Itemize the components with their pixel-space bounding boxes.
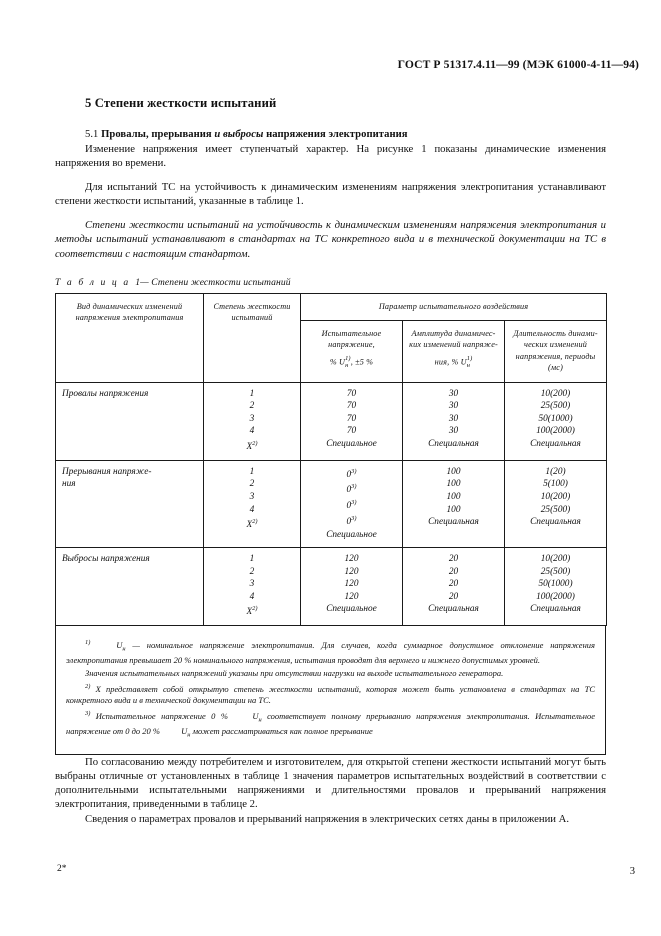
paragraph-2: Для испытаний ТС на устойчивость к динамическим изменениям напряжения электропитания устанавливают степени жесткости испытаний, указанные в таблице 1. xyxy=(55,181,606,208)
severity-stack-surges xyxy=(210,553,294,619)
severity-value-open xyxy=(210,438,294,454)
duration-value: 5(100) xyxy=(543,479,568,490)
table-caption-label: Т а б л и ц а xyxy=(55,276,131,288)
subsection-text-italic: и выбросы xyxy=(214,129,264,140)
test-voltage-value: 70 xyxy=(346,413,357,424)
severity-value: 2 xyxy=(249,479,255,490)
duration-value: 100(2000) xyxy=(536,591,575,602)
test-voltage-value: 120 xyxy=(344,591,359,602)
u-sup-sub xyxy=(345,356,351,369)
u-nominal-symbol xyxy=(339,356,351,369)
cell-duration-dips xyxy=(505,382,607,460)
amplitude-stack-interruptions xyxy=(409,466,498,529)
th-duration-line2: ческих изменений xyxy=(524,340,587,350)
th-amplitude-line3 xyxy=(407,356,500,369)
cell-amplitude-interruptions xyxy=(403,460,505,547)
cell-amplitude-surges xyxy=(403,548,505,626)
footnote-1-marker: 1) xyxy=(85,639,91,647)
severity-value: 2 xyxy=(249,566,255,577)
amplitude-value: 100 xyxy=(446,466,461,477)
amplitude-value: 30 xyxy=(448,413,459,424)
closing-paragraph-2: Сведения о параметрах провалов и прерываний напряжения в электрических сетях даны в приложении А. xyxy=(85,813,570,825)
test-voltage-value xyxy=(307,497,396,513)
cell-severity-dips xyxy=(204,382,301,460)
th-amplitude-line2: ких изменений напряже- xyxy=(409,340,498,350)
footnote-4-text-part3: может рассматриваться как полное прерывание xyxy=(190,726,373,737)
severity-value: 3 xyxy=(249,579,255,590)
amplitude-value: 20 xyxy=(448,579,459,590)
amplitude-value-special: Специальная xyxy=(428,439,479,450)
duration-value: 25(500) xyxy=(540,566,571,577)
th-duration-line1: Длительность динами- xyxy=(513,329,598,339)
severity-x-footnote: 2) xyxy=(252,605,258,613)
test-voltage-value: 70 xyxy=(346,401,357,412)
zero-footnote: 3) xyxy=(351,499,357,507)
zero-footnote: 3) xyxy=(351,514,357,522)
duration-value-special: Специальная xyxy=(530,604,581,615)
test-voltage-stack-surges xyxy=(307,553,396,616)
table-row xyxy=(56,382,607,460)
table-caption xyxy=(55,277,606,288)
severity-x-footnote: 2) xyxy=(252,518,258,526)
cell-duration-surges xyxy=(505,548,607,626)
amplitude-value: 100 xyxy=(446,504,461,515)
duration-value: 100(2000) xyxy=(536,426,575,437)
u-letter-fn4a: U xyxy=(252,710,259,721)
test-voltage-value: 70 xyxy=(346,426,357,437)
cell-kind-voltage-dips: Провалы напряжения xyxy=(56,382,204,460)
severity-value: 4 xyxy=(249,426,255,437)
severity-stack-dips xyxy=(210,388,294,454)
cell-test-voltage-interruptions xyxy=(301,460,403,547)
th-parameter-group: Параметр испытательного воздействия xyxy=(301,293,607,320)
footnote-3 xyxy=(66,681,595,707)
amplitude-value-special: Специальная xyxy=(428,604,479,615)
amplitude-stack-surges xyxy=(409,553,498,616)
test-voltage-value xyxy=(307,466,396,482)
u-nominal-symbol-2 xyxy=(461,356,473,369)
amplitude-value: 30 xyxy=(448,401,459,412)
th-test-voltage-suffix: , ±5 % xyxy=(350,357,374,367)
subsection-number: 5.1 xyxy=(85,129,99,140)
duration-value: 10(200) xyxy=(540,554,571,565)
page-number: 3 xyxy=(629,866,635,877)
amplitude-stack-dips xyxy=(409,388,498,451)
table-caption-number: 1 xyxy=(135,276,141,288)
footnote-3-marker: 2) xyxy=(85,682,91,690)
severity-stack-interruptions xyxy=(210,466,294,532)
th-test-voltage-prefix: % xyxy=(329,357,339,367)
zero-value: 0 xyxy=(346,469,352,480)
th-duration-line3: напряжения, периоды xyxy=(515,351,596,361)
cell-test-voltage-dips xyxy=(301,382,403,460)
zero-footnote: 3) xyxy=(351,483,357,491)
u-sub-fn4b: н xyxy=(187,731,191,739)
amplitude-value: 20 xyxy=(448,554,459,565)
footnote-3-text: X представляет собой открытую степень жесткости испытаний, которая может быть установлена в стандартах на ТС конкретного вида и в технической документации на ТС. xyxy=(66,683,595,706)
test-voltage-stack-interruptions xyxy=(307,466,396,541)
footnote-1 xyxy=(66,637,595,667)
subsection-text-part2: напряжения электропитания xyxy=(263,129,408,140)
u-sup-2: 1) xyxy=(466,354,473,362)
th-amplitude-prefix: ния, % xyxy=(434,357,461,367)
cell-duration-interruptions xyxy=(505,460,607,547)
cell-kind-interruptions xyxy=(56,460,204,547)
amplitude-value: 20 xyxy=(448,566,459,577)
u-sub-fn4a: н xyxy=(258,716,262,724)
u-nominal-footnote-a xyxy=(233,711,261,726)
u-sup: 1) xyxy=(345,354,351,362)
duration-value-special: Специальная xyxy=(530,517,581,528)
table-footnotes xyxy=(55,626,606,754)
duration-value: 50(1000) xyxy=(538,413,573,424)
severity-value-open xyxy=(210,516,294,532)
zero-value: 0 xyxy=(346,501,352,512)
table-body xyxy=(56,382,607,625)
test-voltage-value xyxy=(307,513,396,529)
severity-value: 4 xyxy=(249,591,255,602)
duration-value: 10(200) xyxy=(540,388,571,399)
duration-value: 50(1000) xyxy=(538,579,573,590)
amplitude-value: 30 xyxy=(448,388,459,399)
table-header-row-1 xyxy=(56,293,607,320)
duration-stack-surges xyxy=(511,553,600,616)
amplitude-value: 100 xyxy=(446,491,461,502)
duration-value: 10(200) xyxy=(540,491,571,502)
amplitude-value: 30 xyxy=(448,426,459,437)
severity-x-footnote: 2) xyxy=(252,440,258,448)
footnote-4-text-part1: Испытательное напряжение 0 % xyxy=(90,710,234,721)
th-test-voltage-line3 xyxy=(305,356,398,369)
paragraph-3: Степени жесткости испытаний на устойчивость к динамическим изменениям напряжения электропитания и методы испытаний устанавливают в стандартах на ТС конкретного вида и в технической документации на ТС в соответствии с настоящим стандартом. xyxy=(55,219,606,260)
test-voltage-value-special: Специальное xyxy=(326,529,377,540)
th-duration xyxy=(505,321,607,383)
duration-value: 1(20) xyxy=(545,466,566,477)
u-letter-fn1: U xyxy=(116,639,123,650)
severity-value-open xyxy=(210,603,294,619)
page-title: 5 Степени жесткости испытаний xyxy=(85,96,277,110)
th-duration-line4: (мс) xyxy=(548,363,563,373)
severity-x: X xyxy=(246,520,253,531)
duration-value-special: Специальная xyxy=(530,439,581,450)
amplitude-value: 20 xyxy=(448,591,459,602)
table-row xyxy=(56,548,607,626)
zero-footnote: 3) xyxy=(351,467,357,475)
u-sub-2: н xyxy=(466,361,471,369)
test-voltage-value xyxy=(307,481,396,497)
test-voltage-value-special: Специальное xyxy=(326,604,377,615)
zero-value: 0 xyxy=(346,516,352,527)
test-voltage-stack-dips xyxy=(307,388,396,451)
severity-x: X xyxy=(246,442,253,453)
severity-value: 1 xyxy=(249,466,255,477)
table-caption-title: — Степени жесткости испытаний xyxy=(140,276,291,288)
th-test-voltage-line2: напряжение, xyxy=(328,340,375,350)
footnote-1-text: — номинальное напряжение электропитания. Для случаев, когда суммарное допустимое отклонение напряжения электропитания превышает 20 % номинального напряжения, испытания проводят для верхнего и нижнего допустимых уровней. xyxy=(66,639,595,666)
footer-left-mark: 2* xyxy=(57,864,67,874)
table-row xyxy=(56,460,607,547)
th-test-voltage-line1: Испытательное xyxy=(321,329,382,339)
u-nominal-footnote xyxy=(97,640,125,655)
footnote-4-text-part2: соответствует полному прерыванию напряжения электропитания. Испытательное напряжение от 0 до 20 % xyxy=(66,710,595,737)
duration-stack-interruptions xyxy=(511,466,600,529)
u-nominal-footnote-b xyxy=(162,726,190,741)
severity-value: 4 xyxy=(249,504,255,515)
amplitude-value-special: Специальная xyxy=(428,517,479,528)
th-kind: Вид динамических изменений напряжения электропитания xyxy=(56,293,204,382)
duration-value: 25(500) xyxy=(540,401,571,412)
th-severity: Степень жесткости испытаний xyxy=(204,293,301,382)
th-test-voltage xyxy=(301,321,403,383)
th-amplitude-line1: Амплитуда динамичес- xyxy=(411,329,496,339)
u-letter-2: U xyxy=(460,357,467,367)
severity-value: 3 xyxy=(249,413,255,424)
cell-kind-surges: Выбросы напряжения xyxy=(56,548,204,626)
footnote-4-marker: 3) xyxy=(85,710,91,718)
severity-levels-table xyxy=(55,293,607,627)
u-sub: н xyxy=(345,361,349,369)
severity-value: 2 xyxy=(249,401,255,412)
zero-value: 0 xyxy=(346,485,352,496)
page-content xyxy=(55,96,606,827)
u-sup-sub-2 xyxy=(467,356,473,369)
footnote-4 xyxy=(66,708,595,742)
table-head xyxy=(56,293,607,382)
kind-line-2: ния xyxy=(62,479,76,490)
u-letter: U xyxy=(339,357,346,367)
test-voltage-value: 120 xyxy=(344,554,359,565)
u-letter-fn4b: U xyxy=(181,726,188,737)
severity-value: 1 xyxy=(249,388,255,399)
duration-value: 25(500) xyxy=(540,504,571,515)
running-header: ГОСТ Р 51317.4.11—99 (МЭК 61000-4-11—94) xyxy=(397,58,639,71)
test-voltage-value: 120 xyxy=(344,566,359,577)
footnote-2: Значения испытательных напряжений указаны при отсутствии нагрузки на выходе испытательного генератора. xyxy=(85,668,504,679)
kind-line-1: Прерывания напряже- xyxy=(62,466,152,477)
severity-value: 1 xyxy=(249,554,255,565)
cell-severity-surges xyxy=(204,548,301,626)
test-voltage-value: 120 xyxy=(344,579,359,590)
test-voltage-value: 70 xyxy=(346,388,357,399)
closing-paragraph-1: По согласованию между потребителем и изготовителем, для открытой степени жесткости испытаний могут быть выбраны отличные от установленных в таблице 1 значения параметров испытательных воздействий в соответствии с дополнительными испытательными напряжениями и длительностями провалов и прерываний напряжения электропитания, приведенными в таблице 2. xyxy=(55,755,606,810)
th-amplitude xyxy=(403,321,505,383)
u-sub-fn1: н xyxy=(122,645,126,653)
duration-stack-dips xyxy=(511,388,600,451)
subsection-heading xyxy=(85,129,606,140)
amplitude-value: 100 xyxy=(446,479,461,490)
test-voltage-value-special: Специальное xyxy=(326,439,377,450)
cell-amplitude-dips xyxy=(403,382,505,460)
cell-severity-interruptions xyxy=(204,460,301,547)
severity-x: X xyxy=(246,607,253,618)
severity-value: 3 xyxy=(249,491,255,502)
cell-test-voltage-surges xyxy=(301,548,403,626)
paragraph-1: Изменение напряжения имеет ступенчатый характер. На рисунке 1 показаны динамические изменения напряжения во времени. xyxy=(55,143,606,170)
subsection-text-part1: Провалы, прерывания xyxy=(101,129,215,140)
